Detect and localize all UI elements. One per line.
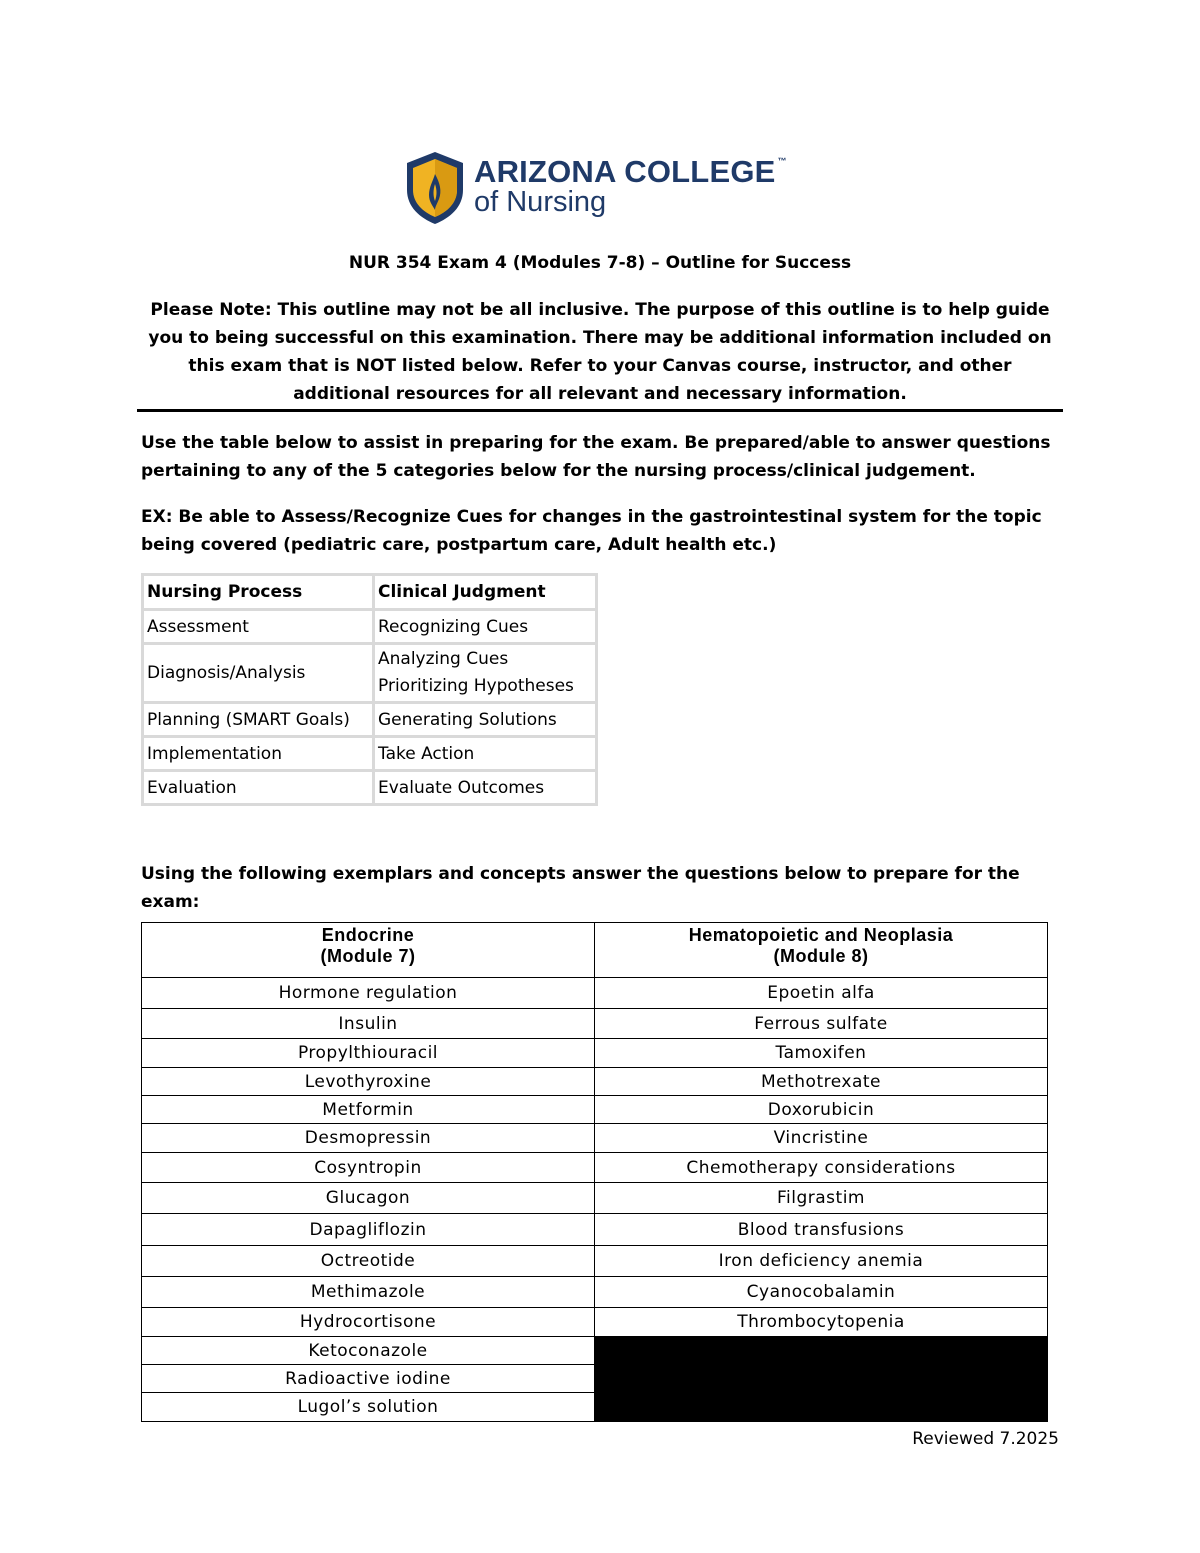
table-cell: Lugol’s solution (142, 1393, 595, 1422)
table-cell: Ketoconazole (142, 1337, 595, 1365)
table-cell: Desmopressin (142, 1124, 595, 1153)
disclaimer-note: Please Note: This outline may not be all inclusive. The purpose of this outline is to help guide you to being successful on this examination. There may be additional information included on this exam that is NOT listed below. Refer to your Canvas course, instructor, and other additional resources for all relevant and necessary information. (148, 300, 1052, 404)
table-cell: Hydrocortisone (142, 1308, 595, 1337)
table-cell: Methimazole (142, 1277, 595, 1308)
table-cell: Implementation (144, 738, 372, 769)
nursing-process-table (141, 573, 598, 806)
header-module: (Module 8) (773, 946, 869, 966)
cell-line: Analyzing Cues (378, 649, 509, 669)
table-row (142, 1068, 1048, 1096)
table-cell: Iron deficiency anemia (595, 1246, 1048, 1277)
logo-trademark: ™ (777, 156, 787, 166)
header-title: Hematopoietic and Neoplasia (688, 925, 954, 945)
table-row (142, 1153, 1048, 1183)
blank-cell (595, 1365, 1048, 1393)
table-row (142, 1096, 1048, 1124)
table-cell: Evaluation (144, 772, 372, 803)
table-row (144, 738, 595, 769)
table-row (142, 1308, 1048, 1337)
blank-cell (595, 1393, 1048, 1422)
divider (137, 409, 1063, 412)
table-cell: Blood transfusions (595, 1214, 1048, 1246)
header-clinical-judgment: Clinical Judgment (375, 576, 595, 608)
table-row (144, 772, 595, 803)
instruction-paragraph: Use the table below to assist in preparing for the exam. Be prepared/able to answer questions pertaining to any of the 5 categories below for the nursing process/clinical judgement. (141, 433, 1051, 481)
table-row (142, 1337, 1048, 1365)
exemplar-table (141, 922, 1048, 1422)
table-cell: Assessment (144, 611, 372, 642)
header-nursing-process: Nursing Process (144, 576, 372, 608)
header-hematopoietic (595, 923, 1048, 978)
table-cell: Planning (SMART Goals) (144, 704, 372, 735)
table-row (142, 1393, 1048, 1422)
table-cell: Ferrous sulfate (595, 1009, 1048, 1039)
table-cell: Tamoxifen (595, 1039, 1048, 1068)
table-row (142, 1277, 1048, 1308)
table-cell: Doxorubicin (595, 1096, 1048, 1124)
table-cell: Propylthiouracil (142, 1039, 595, 1068)
header-endocrine (142, 923, 595, 978)
shield-logo-icon (404, 150, 466, 226)
exemplar-intro: Using the following exemplars and concepts answer the questions below to prepare for the exam: (141, 864, 1020, 912)
table-cell: Diagnosis/Analysis (144, 645, 372, 701)
table-row (142, 1009, 1048, 1039)
logo-title: ARIZONA COLLEGE ™ (474, 154, 787, 189)
blank-cell (595, 1337, 1048, 1365)
table-cell: Evaluate Outcomes (375, 772, 595, 803)
table-cell: Vincristine (595, 1124, 1048, 1153)
page-title: NUR 354 Exam 4 (Modules 7-8) – Outline for Success (348, 253, 852, 273)
table-row (142, 1246, 1048, 1277)
table-row (142, 1183, 1048, 1214)
table-cell: Hormone regulation (142, 978, 595, 1009)
table-row (144, 611, 595, 642)
table-cell: Cyanocobalamin (595, 1277, 1048, 1308)
table-cell: Thrombocytopenia (595, 1308, 1048, 1337)
cell-line: Prioritizing Hypotheses (378, 676, 574, 696)
table-cell: Glucagon (142, 1183, 595, 1214)
table-cell: Insulin (142, 1009, 595, 1039)
exemplar-table-body (142, 978, 1048, 1422)
example-paragraph: EX: Be able to Assess/Recognize Cues for changes in the gastrointestinal system for the topic being covered (pediatric care, postpartum care, Adult health etc.) (141, 507, 1042, 555)
header-title: Endocrine (321, 925, 415, 945)
table-header-row (144, 576, 595, 608)
table-cell: Dapagliflozin (142, 1214, 595, 1246)
table-cell: Levothyroxine (142, 1068, 595, 1096)
table-cell: Take Action (375, 738, 595, 769)
table-cell: Generating Solutions (375, 704, 595, 735)
table-row (142, 1039, 1048, 1068)
table-row (142, 978, 1048, 1009)
table-row (144, 645, 595, 701)
table-cell: Epoetin alfa (595, 978, 1048, 1009)
table-cell: Recognizing Cues (375, 611, 595, 642)
table-cell: Filgrastim (595, 1183, 1048, 1214)
table-row (144, 704, 595, 735)
table-cell: Cosyntropin (142, 1153, 595, 1183)
header-module: (Module 7) (320, 946, 416, 966)
college-logo (404, 150, 804, 228)
table-row (142, 1124, 1048, 1153)
table-header-row (142, 923, 1048, 978)
table-row (142, 1365, 1048, 1393)
logo-subtitle: of Nursing (474, 186, 607, 218)
table-cell: Methotrexate (595, 1068, 1048, 1096)
table-row (142, 1214, 1048, 1246)
table-cell: Chemotherapy considerations (595, 1153, 1048, 1183)
table-cell: Metformin (142, 1096, 595, 1124)
table-cell (375, 645, 595, 701)
table-cell: Radioactive iodine (142, 1365, 595, 1393)
table-cell: Octreotide (142, 1246, 595, 1277)
review-date: Reviewed 7.2025 (912, 1429, 1059, 1449)
